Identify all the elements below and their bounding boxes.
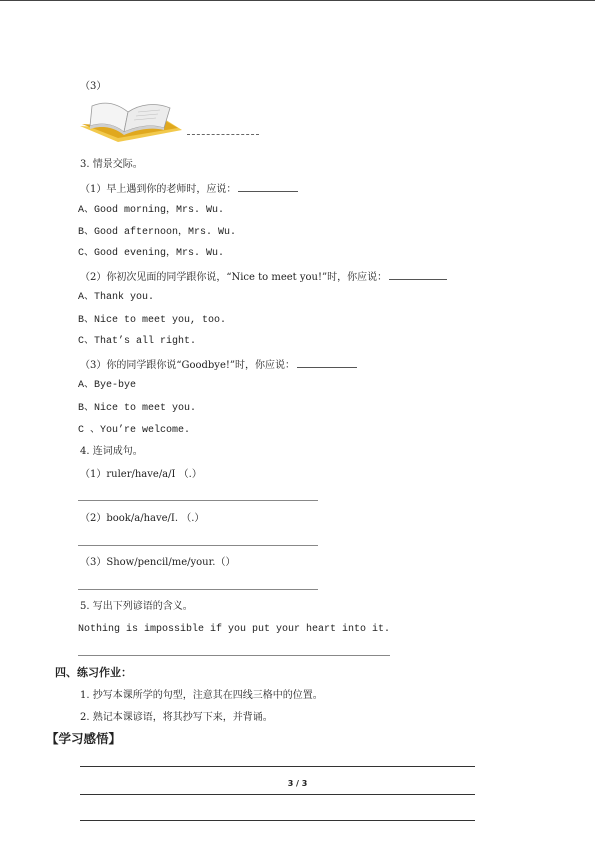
sentence-item-3: （3）Show/pencil/me/your.（） — [80, 557, 236, 568]
section-4-title: 4. 连词成句。 — [80, 446, 143, 457]
homework-item-2: 2. 熟记本课谚语，将其抄写下来，并背诵。 — [80, 712, 273, 723]
question-3-3: （3）你的同学跟你说“Goodbye!”时，你应说： — [80, 358, 357, 372]
option-3-3-a: A、Bye-bye — [78, 380, 137, 391]
page-number: 3 / 3 — [287, 779, 308, 788]
option-3-2-a: A、Thank you. — [78, 292, 155, 303]
option-3-1-a: A、Good morning，Mrs. Wu. — [78, 205, 225, 216]
option-3-2-b: B、Nice to meet you, too. — [78, 315, 227, 326]
answer-line[interactable] — [78, 589, 318, 590]
reflection-title: 【学习感悟】 — [46, 731, 122, 746]
reflection-line[interactable] — [80, 820, 475, 821]
answer-line[interactable] — [78, 500, 318, 501]
option-3-3-b: B、Nice to meet you. — [78, 403, 197, 414]
homework-item-1: 1. 抄写本课所学的句型，注意其在四线三格中的位置。 — [80, 690, 323, 701]
option-3-3-c: C 、You’re welcome. — [78, 425, 191, 436]
page-top-border — [0, 0, 595, 1]
option-3-2-c: C、That’s all right. — [78, 336, 197, 347]
reflection-line[interactable] — [80, 766, 475, 767]
answer-line[interactable] — [78, 545, 318, 546]
sentence-item-2: （2）book/a/have/I. （.） — [80, 513, 205, 524]
question-3-2: （2）你初次见面的同学跟你说，“Nice to meet you!”时，你应说： — [80, 270, 447, 284]
question-3-1: （1）早上遇到你的老师时，应说： — [80, 182, 298, 196]
section-3-title: 3. 情景交际。 — [80, 159, 143, 170]
answer-blank[interactable] — [297, 358, 357, 368]
open-book-icon — [78, 98, 184, 142]
proverb-text: Nothing is impossible if you put your heart into it. — [78, 624, 391, 635]
option-3-1-b: B、Good afternoon，Mrs. Wu. — [78, 227, 237, 238]
section-5-title: 5. 写出下列谚语的含义。 — [80, 601, 193, 612]
answer-blank[interactable] — [389, 270, 447, 280]
sentence-item-1: （1）ruler/have/a/I （.） — [80, 469, 202, 480]
answer-line[interactable] — [78, 655, 390, 656]
homework-title: 四、练习作业： — [55, 666, 132, 679]
book-answer-blank[interactable] — [187, 134, 259, 135]
option-3-1-c: C、Good evening，Mrs. Wu. — [78, 248, 225, 259]
reflection-line[interactable] — [80, 794, 475, 795]
item-3-label: （3） — [80, 81, 107, 92]
answer-blank[interactable] — [238, 182, 298, 192]
